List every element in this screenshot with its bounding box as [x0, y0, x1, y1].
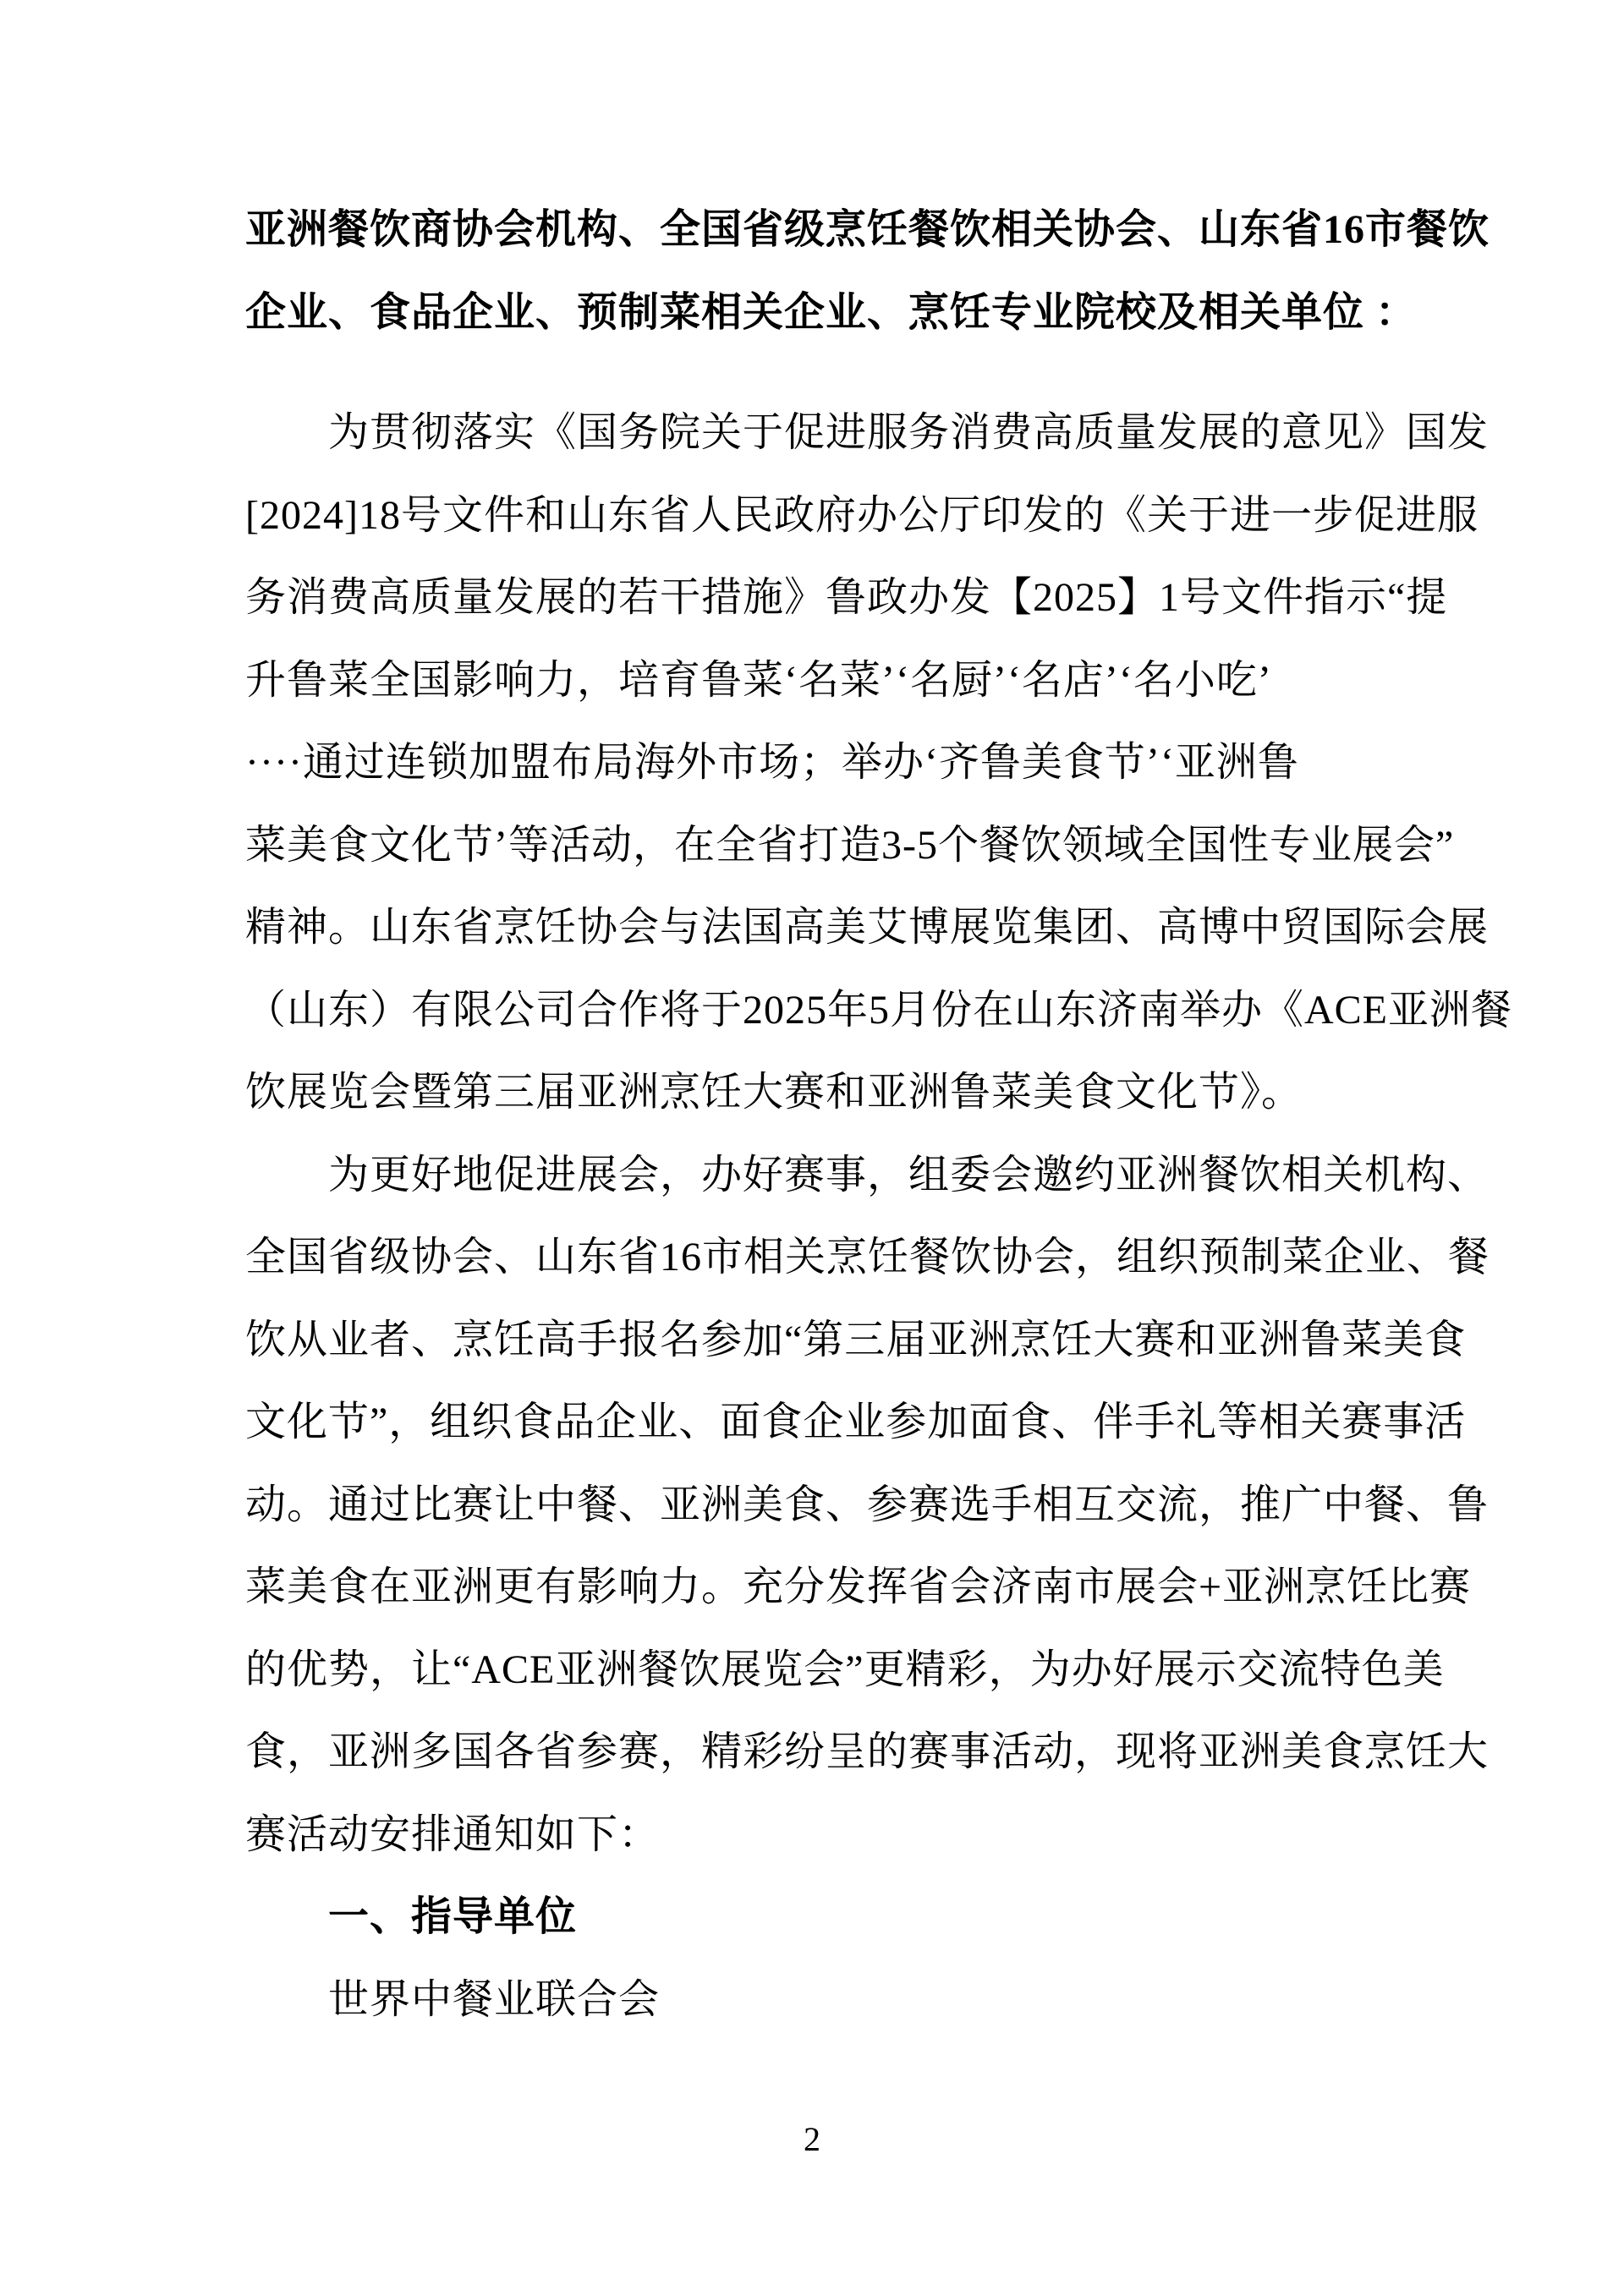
document-body — [245, 189, 1513, 2041]
text-line: 升鲁菜全国影响力，培育鲁菜‘名菜’‘名厨’‘名店’‘名小吃’ — [245, 657, 1272, 703]
text-line: 菜美食在亚洲更有影响力。充分发挥省会济南市展会+亚洲烹饪比赛 — [245, 1564, 1472, 1609]
text-line: 菜美食文化节’等活动，在全省打造3-5个餐饮领域全国性专业展会” — [245, 822, 1455, 868]
salutation-heading — [245, 189, 1490, 353]
text-line: 饮从业者、烹饪高手报名参加“第三届亚洲烹饪大赛和亚洲鲁菜美食 — [245, 1317, 1467, 1362]
paragraph-event-invitation — [245, 1134, 1490, 1877]
text-line: 动。通过比赛让中餐、亚洲美食、参赛选手相互交流，推广中餐、鲁 — [245, 1482, 1490, 1527]
text-line: 务消费高质量发展的若干措施》鲁政办发【2025】1号文件指示“提 — [245, 575, 1448, 620]
paragraph-policy-background — [245, 392, 1513, 1134]
text-line: 企业、食品企业、预制菜相关企业、烹饪专业院校及相关单位 ： — [245, 289, 1418, 335]
text-line: 为更好地促进展会，办好赛事，组委会邀约亚洲餐饮相关机构、 — [245, 1152, 1490, 1197]
text-line: 精神。山东省烹饪协会与法国高美艾博展览集团、高博中贸国际会展 — [245, 905, 1490, 950]
text-line: （山东）有限公司合作将于2025年5月份在山东济南举办《ACE亚洲餐 — [245, 987, 1513, 1033]
text-line: 饮展览会暨第三届亚洲烹饪大赛和亚洲鲁菜美食文化节》。 — [245, 1070, 1303, 1115]
text-line: 赛活动安排通知如下： — [245, 1811, 661, 1857]
text-line: 亚洲餐饮商协会机构、全国省级烹饪餐饮相关协会、山东省16市餐饮 — [245, 207, 1490, 252]
section-heading-guidance-units: 一、指导单位 — [245, 1894, 578, 1939]
text-line: 全国省级协会、山东省16市相关烹饪餐饮协会，组织预制菜企业、餐 — [245, 1235, 1490, 1280]
text-line: 食，亚洲多国各省参赛，精彩纷呈的赛事活动，现将亚洲美食烹饪大 — [245, 1729, 1490, 1774]
text-line: [2024]18号文件和山东省人民政府办公厅印发的《关于进一步促进服 — [245, 492, 1479, 538]
guidance-unit-world-chinese-cuisine-federation: 世界中餐业联合会 — [245, 1976, 661, 2022]
text-line: 为贯彻落实《国务院关于促进服务消费高质量发展的意见》国发 — [245, 410, 1490, 455]
text-line: ····通过连锁加盟布局海外市场；举办‘齐鲁美食节’‘亚洲鲁 — [245, 740, 1299, 785]
text-line: 的优势，让“ACE亚洲餐饮展览会”更精彩，为办好展示交流特色美 — [245, 1647, 1445, 1692]
text-line: 文化节”，组织食品企业、面食企业参加面食、伴手礼等相关赛事活 — [245, 1400, 1467, 1444]
page-number: 2 — [804, 2120, 820, 2158]
